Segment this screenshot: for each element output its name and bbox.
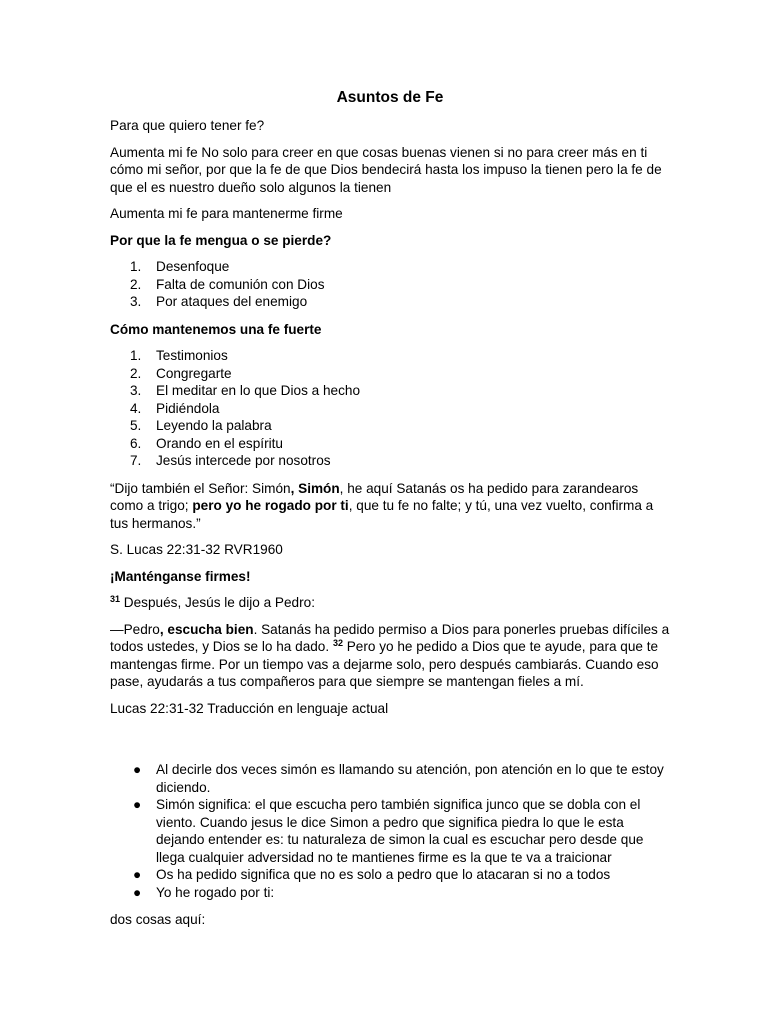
document-body: [110, 88, 670, 938]
verse-31: $^{31}$ Después, Jesús le dijo a Pedro:: [110, 594, 315, 610]
quote-reference: S. Lucas 22:31-32 RVR1960: [110, 542, 283, 557]
passage-paragraph: —Pedro, escucha bien. Satanás ha pedido permiso a Dios para ponerles pruebas difíciles a todos ustedes, y Dios se lo ha dado. $^{32}$ Pero yo he pedido a Dios que te ayude, para que te mantengas firme. Por un tiempo vas a dejarme solo, pero después cambiarás. Cuando eso pase, ayudarás a tus compañeros para que siempre se mantengan fieles a mí.: [110, 621, 670, 689]
verse-number: 32: [332, 638, 343, 648]
list-item: 2. Falta de comunión con Dios: [130, 276, 325, 292]
passage-reference: Lucas 22:31-32 Traducción en lenguaje actual: [110, 700, 389, 716]
question-paragraph: Para que quiero tener fe?: [110, 118, 265, 133]
list-item: 5. Leyendo la palabra: [130, 418, 272, 433]
list-item: ● Simón significa: el que escucha pero también significa junco que se dobla con el viento. Cuando jesus le dice Simon a pedro que significa piedra lo que le esta dejando entender es: tu naturaleza de simon la cual es escuchar pero desde que llega cualquier adversidad no te mantienes firme es la que te va a traicionar: [133, 797, 644, 865]
bullet-list: [110, 761, 670, 901]
bullet-icon: ●: [133, 867, 142, 882]
strong-faith-list: [110, 347, 670, 470]
list-item: 1. Desenfoque: [130, 259, 230, 274]
bullet-icon: ●: [133, 762, 142, 777]
spacer: [110, 726, 670, 761]
list-item: ● Al decirle dos veces simón es llamando su atención, pon atención en lo que te estoy diciendo.: [133, 762, 664, 795]
faith-loss-list: [110, 258, 670, 311]
document-title: Asuntos de Fe: [336, 89, 444, 106]
heading-strong-faith: Cómo mantenemos una fe fuerte: [110, 321, 322, 337]
closing-paragraph: dos cosas aquí:: [110, 912, 206, 927]
bullet-icon: ●: [133, 797, 142, 812]
heading-stand-firm: ¡Manténganse firmes!: [110, 568, 251, 584]
list-item: 7. Jesús intercede por nosotros: [130, 453, 331, 468]
list-item: 6. Orando en el espíritu: [130, 435, 283, 451]
verse-number: 31: [110, 594, 121, 604]
list-item: ● Os ha pedido significa que no es solo a pedro que lo atacaran si no a todos: [133, 867, 611, 882]
paragraph-firm: Aumenta mi fe para mantenerme firme: [110, 206, 343, 221]
bible-quote: “Dijo también el Señor: Simón, Simón, he aquí Satanás os ha pedido para zarandearos como a trigo; pero yo he rogado por ti, que tu fe no falte; y tú, una vez vuelto, confirma a tus hermanos.”: [110, 480, 654, 531]
list-item: 4. Pidiéndola: [130, 400, 220, 416]
list-item: 2. Congregarte: [130, 365, 232, 381]
heading-faith-loss: Por que la fe mengua o se pierde?: [110, 232, 332, 248]
bullet-icon: ●: [133, 884, 142, 900]
list-item: 3. El meditar en lo que Dios a hecho: [130, 383, 361, 398]
list-item: 1. Testimonios: [130, 348, 228, 363]
list-item: ● Yo he rogado por ti:: [133, 884, 275, 900]
paragraph-faith: Aumenta mi fe No solo para creer en que cosas buenas vienen si no para creer más en ti cómo mi señor, por que la fe de que Dios bendecirá hasta los impuso la tienen pero la fe de que el es nuestro dueño solo algunos la tienen: [110, 144, 662, 195]
list-item: 3. Por ataques del enemigo: [130, 294, 308, 309]
